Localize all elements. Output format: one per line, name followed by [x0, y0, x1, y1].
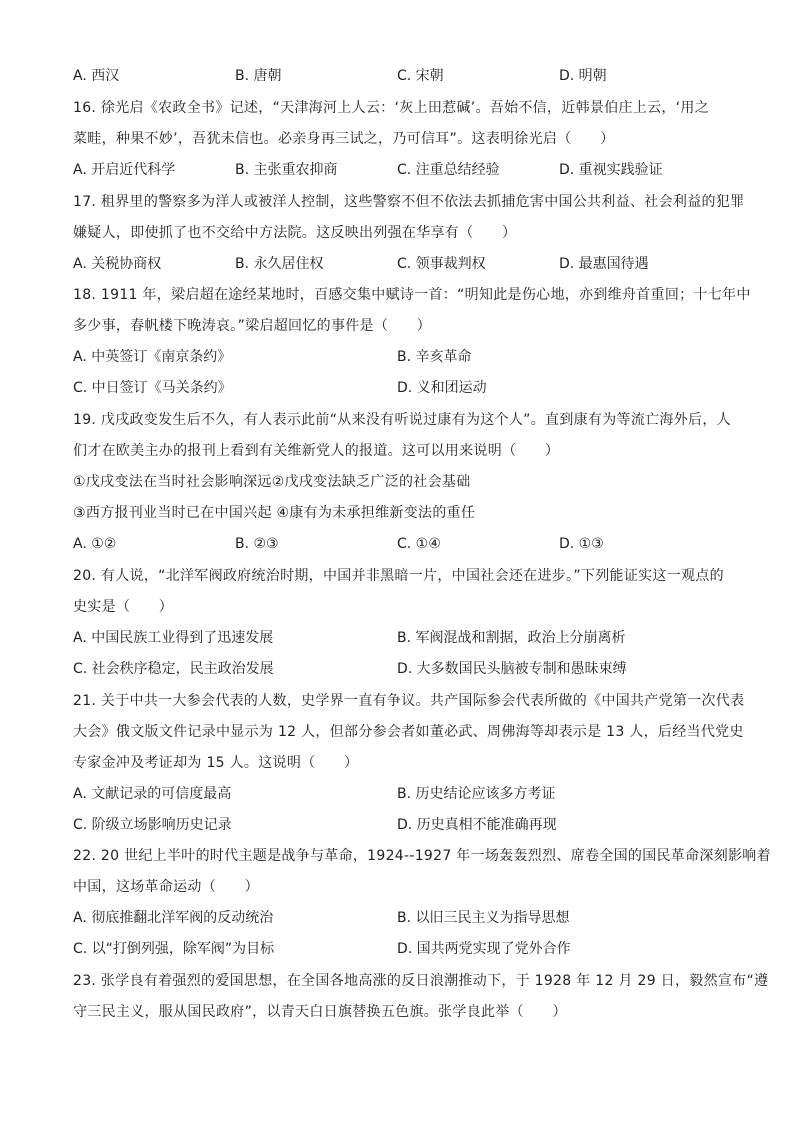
q18-stem-line-2: 多少事，春帆楼下晚涛哀。”梁启超回忆的事件是（ ） — [73, 318, 432, 334]
q21-option-a: A. 文献记录的可信度最高 — [73, 786, 232, 802]
q16-option-d: D. 重视实践验证 — [559, 162, 663, 178]
q22-options-row-1 — [73, 908, 733, 928]
q18-options-row-1 — [73, 347, 733, 367]
q15-option-a: A. 西汉 — [73, 68, 120, 84]
q17-option-a: A. 关税协商权 — [73, 256, 162, 272]
q21-option-b: B. 历史结论应该多方考证 — [397, 786, 556, 802]
q15-options — [73, 66, 733, 86]
q22-option-a: A. 彻底推翻北洋军阀的反动统治 — [73, 910, 274, 926]
q22-option-d: D. 国共两党实现了党外合作 — [397, 941, 571, 957]
q16-option-c: C. 注重总结经验 — [397, 162, 500, 178]
q17-option-d: D. 最惠国待遇 — [559, 256, 649, 272]
q20-stem-line-2: 史实是（ ） — [73, 599, 174, 615]
q15-option-c: C. 宋朝 — [397, 68, 444, 84]
q20-option-d: D. 大多数国民头脑被专制和愚昧束缚 — [397, 661, 627, 677]
q19-option-c: C. ①④ — [397, 536, 441, 552]
q17-option-b: B. 永久居住权 — [235, 256, 324, 272]
q16-stem-line-1: 16. 徐光启《农政全书》记述，“天津海河上人云：‘灰上田惹碱’。吾始不信，近韩景伯庄上云，‘用之 — [73, 100, 710, 116]
q20-option-c: C. 社会秩序稳定，民主政治发展 — [73, 661, 274, 677]
q19-stem-line-1: 19. 戊戌政变发生后不久，有人表示此前“从来没有听说过康有为这个人”。直到康有为等流亡海外后，人 — [73, 412, 731, 428]
q21-option-c: C. 阶级立场影响历史记录 — [73, 817, 232, 833]
q23-stem-line-2: 守三民主义，服从国民政府”，以青天白日旗替换五色旗。张学良此举（ ） — [73, 1004, 567, 1020]
q20-options-row-2 — [73, 659, 733, 679]
q18-option-a: A. 中英签订《南京条约》 — [73, 349, 232, 365]
q20-stem-line-1: 20. 有人说，“北洋军阀政府统治时期，中国并非黑暗一片，中国社会还在进步。”下列能证实这一观点的 — [73, 568, 724, 584]
q19-statement-line-2: ③西方报刊业当时已在中国兴起 ④康有为未承担维新变法的重任 — [73, 505, 476, 521]
q17-options — [73, 254, 733, 274]
q22-stem-line-2: 中国，这场革命运动（ ） — [73, 879, 259, 895]
q16-option-a: A. 开启近代科学 — [73, 162, 176, 178]
q19-option-d: D. ①③ — [559, 536, 604, 552]
q21-options-row-2 — [73, 815, 733, 835]
q21-stem-line-3: 专家金冲及考证却为 15 人。这说明（ ） — [73, 755, 359, 771]
q15-option-d: D. 明朝 — [559, 68, 607, 84]
q16-stem-line-2: 菜畦，种果不妙’，吾犹未信也。必亲身再三试之，乃可信耳”。这表明徐光启（ ） — [73, 131, 615, 147]
q22-stem-line-1: 22. 20 世纪上半叶的时代主题是战争与革命，1924--1927 年一场轰轰烈烈、席卷全国的国民革命深刻影响着 — [73, 848, 771, 864]
q18-option-c: C. 中日签订《马关条约》 — [73, 380, 232, 396]
q23-stem-line-1: 23. 张学良有着强烈的爱国思想，在全国各地高涨的反日浪潮推动下，于 1928 年 12 月 29 日，毅然宣布“遵 — [73, 973, 769, 989]
q20-option-a: A. 中国民族工业得到了迅速发展 — [73, 630, 274, 646]
q21-stem-line-2: 大会》俄文版文件记录中显示为 12 人，但部分参会者如董必武、周佛海等却表示是 13 人，后经当代党史 — [73, 724, 744, 740]
q21-options-row-1 — [73, 784, 733, 804]
q17-option-c: C. 领事裁判权 — [397, 256, 486, 272]
q18-option-b: B. 辛亥革命 — [397, 349, 472, 365]
q18-stem-line-1: 18. 1911 年，梁启超在途经某地时，百感交集中赋诗一首：“明知此是伤心地，亦到维舟首重回；十七年中 — [73, 287, 751, 303]
q19-options — [73, 534, 733, 554]
q19-statement-line-1: ①戊戌变法在当时社会影响深远②戊戌变法缺乏广泛的社会基础 — [73, 474, 471, 490]
q19-option-b: B. ②③ — [235, 536, 279, 552]
q20-option-b: B. 军阀混战和割据，政治上分崩离析 — [397, 630, 626, 646]
q18-options-row-2 — [73, 378, 733, 398]
q19-stem-line-2: 们才在欧美主办的报刊上看到有关维新党人的报道。这可以用来说明（ ） — [73, 443, 560, 459]
q21-option-d: D. 历史真相不能准确再现 — [397, 817, 557, 833]
q20-options-row-1 — [73, 628, 733, 648]
q16-option-b: B. 主张重农抑商 — [235, 162, 338, 178]
q15-option-b: B. 唐朝 — [235, 68, 282, 84]
q22-option-c: C. 以“打倒列强，除军阀”为目标 — [73, 941, 275, 957]
q22-options-row-2 — [73, 939, 733, 959]
q17-stem-line-2: 嫌疑人，即使抓了也不交给中方法院。这反映出列强在华享有（ ） — [73, 225, 517, 241]
q17-stem-line-1: 17. 租界里的警察多为洋人或被洋人控制，这些警察不但不依法去抓捕危害中国公共利益、社会利益的犯罪 — [73, 194, 745, 210]
q16-options — [73, 160, 733, 180]
q18-option-d: D. 义和团运动 — [397, 380, 487, 396]
q22-option-b: B. 以旧三民主义为指导思想 — [397, 910, 570, 926]
q21-stem-line-1: 21. 关于中共一大参会代表的人数，史学界一直有争议。共产国际参会代表所做的《中国共产党第一次代表 — [73, 693, 745, 709]
q19-option-a: A. ①② — [73, 536, 117, 552]
